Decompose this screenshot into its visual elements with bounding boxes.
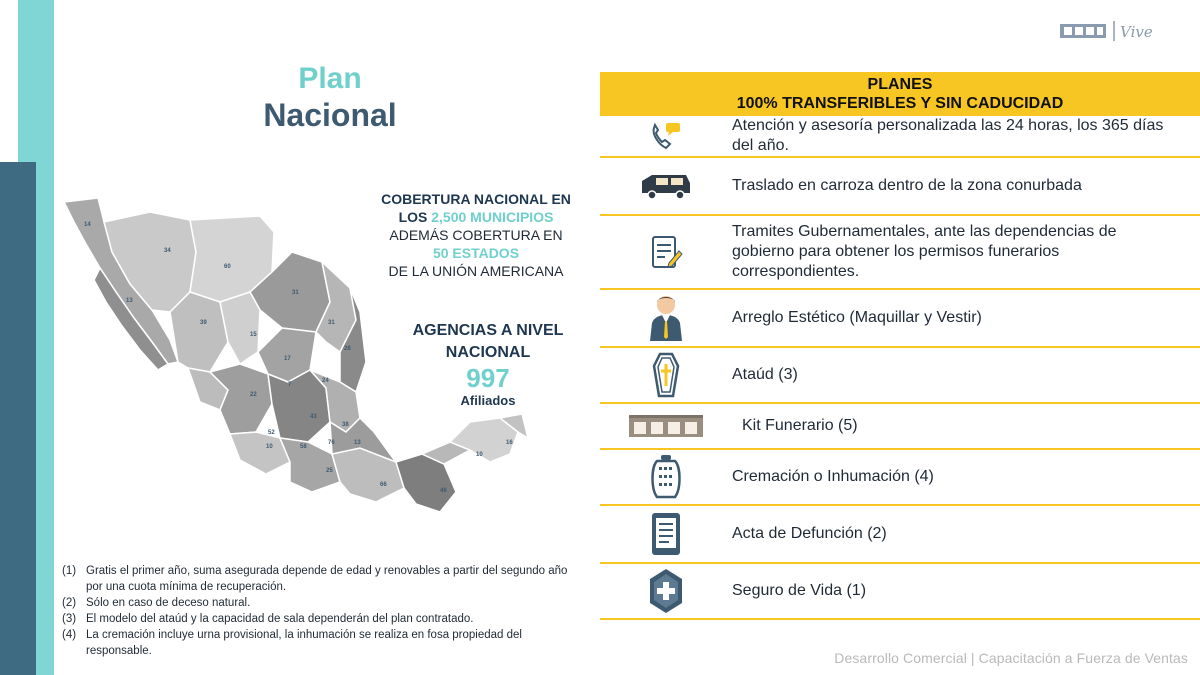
- map-label: 15: [250, 332, 257, 338]
- insurance-shield-icon: [600, 564, 732, 618]
- map-label: 52: [268, 430, 275, 436]
- title-line-2: Nacional: [263, 96, 397, 133]
- plans-header-line-1: PLANES: [867, 76, 933, 93]
- service-text: Seguro de Vida (1): [732, 582, 867, 599]
- funeral-kit-icon: [600, 404, 732, 448]
- agencies-label-1: AGENCIAS A NIVEL: [412, 322, 564, 339]
- map-label: 43: [310, 414, 317, 420]
- map-label: 14: [84, 222, 91, 228]
- logo-text: Vive: [1120, 23, 1153, 41]
- map-label: 24: [322, 378, 329, 384]
- service-row: [600, 348, 1200, 404]
- coverage-info: [360, 190, 592, 280]
- footnote: (1) Gratis el primer año, suma asegurada depende de edad y renovables a partir del segundo año por una cuota mínima de recuperación.: [62, 565, 568, 593]
- map-label: 66: [380, 482, 387, 488]
- urn-icon: [600, 450, 732, 504]
- agencies-sub: Afiliados: [460, 393, 516, 408]
- agencies-info: [388, 320, 588, 410]
- service-text: Traslado en carroza dentro de la zona conurbada: [732, 177, 1082, 194]
- service-text: Atención y asesoría personalizada las 24 horas, los 365 días del año.: [732, 117, 1164, 154]
- map-label: 38: [342, 422, 349, 428]
- footnote: (2) Sólo en caso de deceso natural.: [62, 597, 251, 609]
- certificate-icon: [600, 506, 732, 562]
- footer-text: Desarrollo Comercial | Capacitación a Fuerza de Ventas: [834, 650, 1188, 666]
- map-label: 17: [284, 356, 291, 362]
- coverage-line-3: ADEMÁS COBERTURA EN: [389, 227, 563, 243]
- service-row: [600, 116, 1200, 158]
- service-text: Tramites Gubernamentales, ante las dependencias de gobierno para obtener los permisos funerarios correspondientes.: [732, 223, 1117, 280]
- service-row: [600, 216, 1200, 290]
- map-label: 10: [476, 452, 483, 458]
- map-label: 76: [328, 440, 335, 446]
- footnote: (4) La cremación incluye urna provisional, la inhumación se realiza en fosa propiedad del responsable.: [62, 629, 522, 657]
- title-line-1: Plan: [298, 62, 362, 95]
- municipios-highlight: 2,500 MUNICIPIOS: [431, 209, 554, 225]
- map-label: 13: [354, 440, 361, 446]
- service-text: Arreglo Estético (Maquillar y Vestir): [732, 309, 982, 326]
- service-row: [600, 450, 1200, 506]
- map-label: 60: [224, 264, 231, 270]
- map-label: 31: [328, 320, 335, 326]
- plans-header-line-2: 100% TRANSFERIBLES Y SIN CADUCIDAD: [736, 95, 1064, 112]
- phone-chat-icon: [600, 116, 732, 156]
- map-label: 25: [326, 468, 333, 474]
- map-label: 10: [266, 444, 273, 450]
- coverage-line-2-prefix: LOS: [398, 209, 432, 225]
- service-text: Kit Funerario (5): [742, 417, 858, 434]
- service-row: [600, 158, 1200, 216]
- estados-highlight: 50 ESTADOS: [432, 245, 520, 261]
- person-suit-icon: [600, 290, 732, 346]
- footnotes: [62, 563, 572, 659]
- footnote: (3) El modelo del ataúd y la capacidad de sala dependerán del plan contratado.: [62, 613, 474, 625]
- service-row: [600, 564, 1200, 620]
- map-label: 22: [250, 392, 257, 398]
- service-row: [600, 506, 1200, 564]
- service-text: Ataúd (3): [732, 366, 798, 383]
- map-label: 39: [200, 320, 207, 326]
- map-label: 46: [440, 488, 447, 494]
- page-title: [250, 62, 410, 133]
- map-label: 28: [344, 346, 351, 352]
- navy-side-stripe: [0, 162, 36, 675]
- service-row: [600, 290, 1200, 348]
- company-logo: [1060, 18, 1172, 44]
- agencies-count: 997: [466, 363, 510, 393]
- map-label: 16: [506, 440, 513, 446]
- service-row: [600, 404, 1200, 450]
- map-label: 7: [288, 382, 292, 388]
- map-label: 34: [164, 248, 171, 254]
- agencies-label-2: NACIONAL: [445, 344, 531, 361]
- map-label: 58: [300, 444, 307, 450]
- services-list: [600, 116, 1200, 620]
- service-text: Cremación o Inhumación (4): [732, 468, 934, 485]
- document-pen-icon: [600, 216, 732, 288]
- coverage-line-5: DE LA UNIÓN AMERICANA: [388, 263, 564, 279]
- service-text: Acta de Defunción (2): [732, 525, 887, 542]
- plans-header: [600, 72, 1200, 116]
- map-label: 13: [126, 298, 133, 304]
- map-label: 31: [292, 290, 299, 296]
- hearse-icon: [600, 158, 732, 214]
- coffin-icon: [600, 348, 732, 402]
- coverage-line-1: COBERTURA NACIONAL EN: [381, 191, 571, 207]
